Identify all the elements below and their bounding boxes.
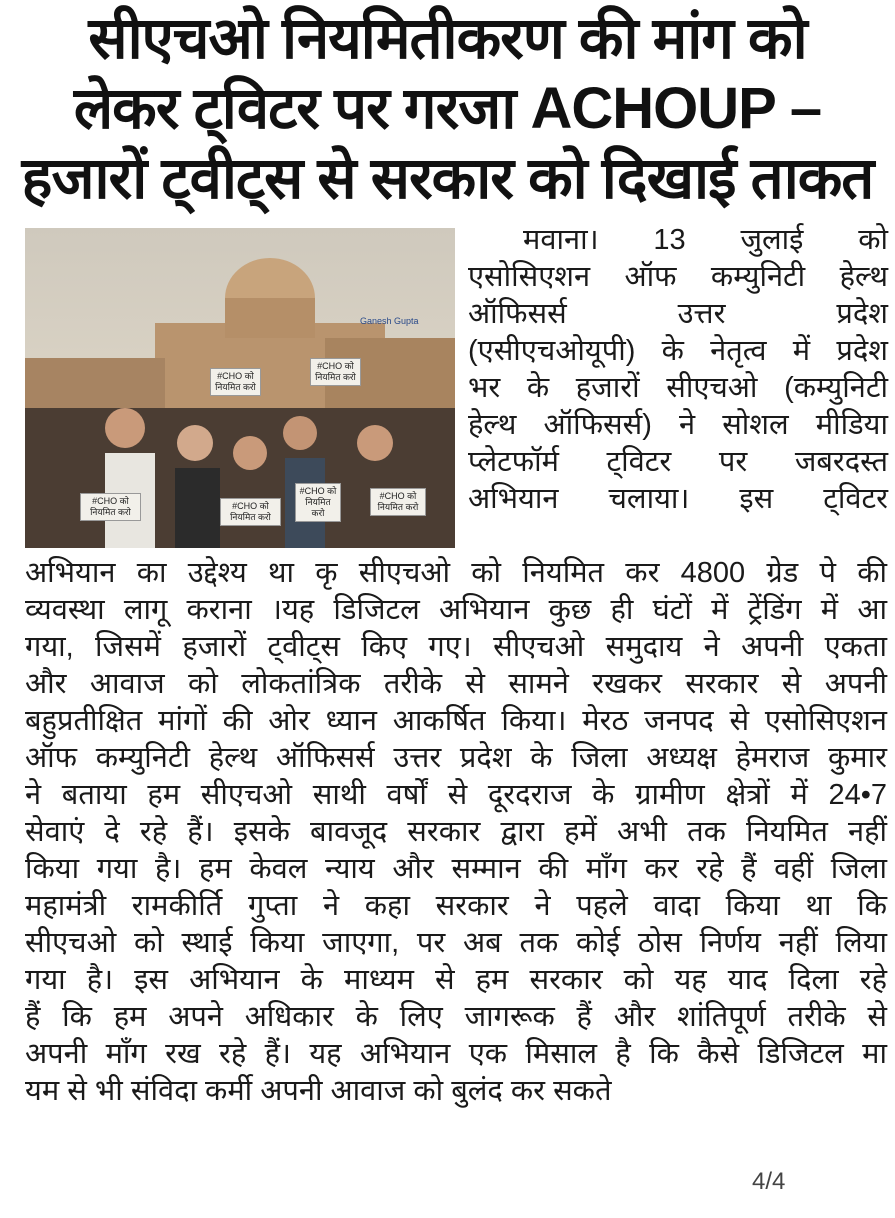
body-line: (एसीएचओयूपी) के नेतृत्व में प्रदेश (468, 335, 888, 367)
body-line: हैं कि हम अपने अधिकार के लिए जागरूक हैं और शांतिपूर्ण तरीके से (25, 1001, 887, 1033)
body-line: प्लेटफॉर्म ट्विटर पर जबरदस्त (468, 446, 888, 478)
body-line: एसोसिएशन ऑफ कम्युनिटी हेल्थ (468, 261, 888, 293)
protest-sign: #CHO को नियमित करो (210, 368, 261, 396)
body-line: व्यवस्था लागू कराना ।यह डिजिटल अभियान कुछ ही घंटों में ट्रेंडिंग में आ (25, 594, 887, 626)
headline (0, 4, 895, 214)
body-line: भर के हजारों सीएचओ (कम्युनिटी (468, 372, 888, 404)
body-line: किया गया है। हम केवल न्याय और सम्मान की माँग कर रहे हैं वहीं जिला (25, 853, 887, 885)
person (283, 416, 317, 450)
person (233, 436, 267, 470)
person-shirt (175, 468, 220, 548)
protest-sign: #CHO को नियमित करो (310, 358, 361, 386)
dome-base (225, 298, 315, 338)
headline-line: हजारों ट्वीट्स से सरकार को दिखाई ताकत (21, 146, 874, 211)
person (357, 425, 393, 461)
body-line: यम से भी संविदा कर्मी अपनी आवाज को बुलंद कर सकते (25, 1075, 612, 1107)
protest-sign: #CHO को नियमित करो (80, 493, 141, 521)
article-body (25, 555, 887, 1110)
headline-line: सीएचओ नियमितीकरण की मांग को (88, 6, 807, 71)
body-line: गया है। इस अभियान के माध्यम से हम सरकार को यह याद दिला रहे (25, 964, 887, 996)
body-line: हेल्थ ऑफिसर्स) ने सोशल मीडिया (468, 409, 888, 441)
protest-sign: #CHO को नियमित करो (220, 498, 281, 526)
crowd (25, 408, 455, 548)
person (105, 408, 145, 448)
protest-sign: #CHO को नियमित करो (295, 483, 341, 522)
protest-sign: #CHO को नियमित करो (370, 488, 426, 516)
body-line: अभियान चलाया। इस ट्विटर (468, 483, 888, 515)
article-body-right-column (468, 222, 888, 518)
protest-photo (25, 228, 455, 548)
person (177, 425, 213, 461)
body-line: ऑफ कम्युनिटी हेल्थ ऑफिसर्स उत्तर प्रदेश के जिला अध्यक्ष हेमराज कुमार (25, 742, 887, 774)
page-counter-overlay (720, 1158, 895, 1218)
building-banner: Ganesh Gupta (360, 316, 419, 326)
body-line: और आवाज को लोकतांत्रिक तरीके से सामने रखकर सरकार से अपनी (25, 668, 887, 700)
body-line: सीएचओ को स्थाई किया जाएगा, पर अब तक कोई ठोस निर्णय नहीं लिया (25, 927, 887, 959)
body-line: अभियान का उद्देश्य था कृ सीएचओ को नियमित कर 4800 ग्रेड पे की (25, 557, 887, 589)
headline-line: लेकर ट्विटर पर गरजा ACHOUP – (73, 76, 822, 141)
body-line: मवाना। 13 जुलाई को (523, 224, 888, 256)
body-line: बहुप्रतीक्षित मांगों की ओर ध्यान आकर्षित किया। मेरठ जनपद से एसोसिएशन (25, 705, 887, 737)
body-line: अपनी माँग रख रहे हैं। यह अभियान एक मिसाल है कि कैसे डिजिटल मा (25, 1038, 887, 1070)
body-line: सेवाएं दे रहे हैं। इसके बावजूद सरकार द्वारा हमें अभी तक नियमित नहीं (25, 816, 887, 848)
body-line: ने बताया हम सीएचओ साथी वर्षों से दूरदराज के ग्रामीण क्षेत्रों में 24•7 (25, 779, 887, 811)
page-counter: 4/4 (752, 1168, 786, 1195)
body-line: महामंत्री रामकीर्ति गुप्ता ने कहा सरकार ने पहले वादा किया था कि (25, 890, 887, 922)
body-line: ऑफिसर्स उत्तर प्रदेश (468, 298, 888, 330)
body-line: गया, जिसमें हजारों ट्वीट्स किए गए। सीएचओ समुदाय ने अपनी एकता (25, 631, 887, 663)
